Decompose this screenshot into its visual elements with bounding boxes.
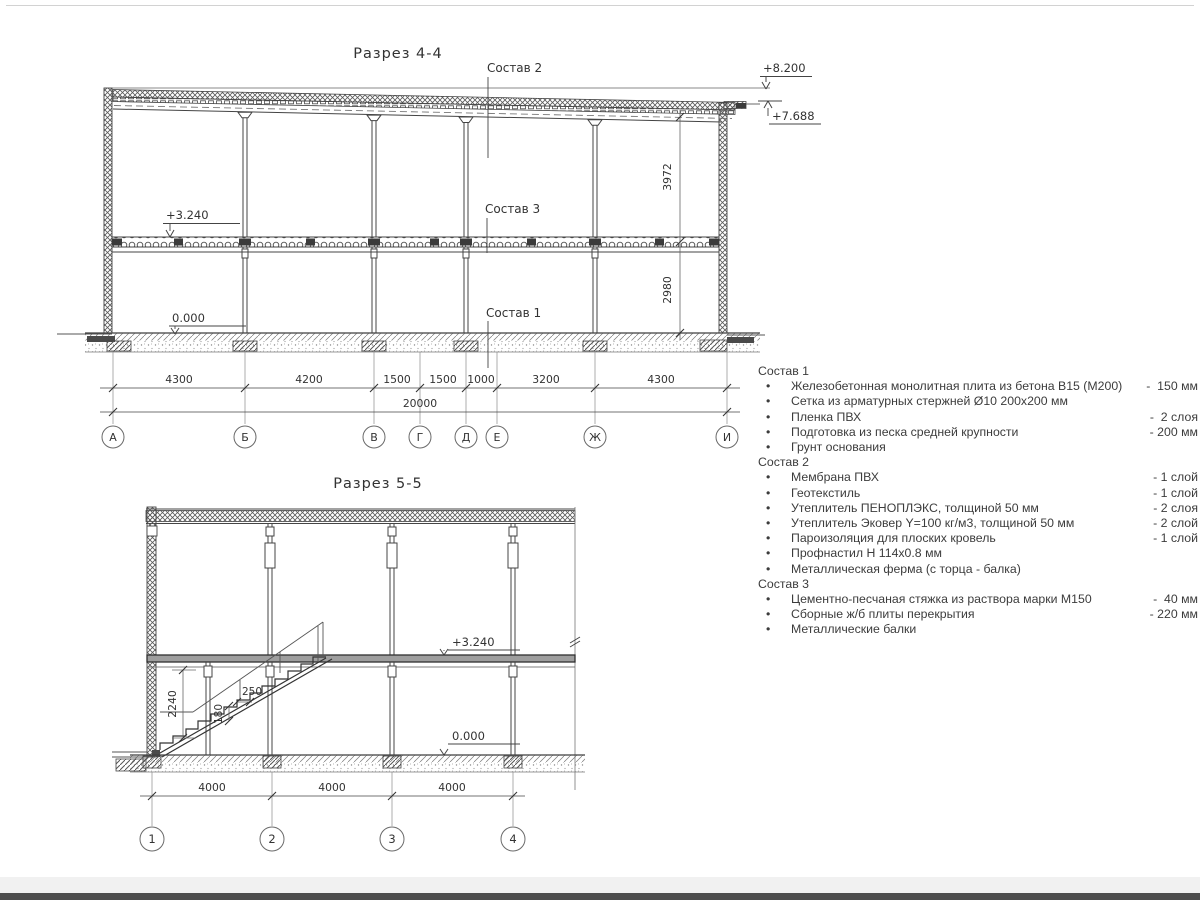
elev-floor-value-44: +3.240 <box>166 208 209 222</box>
axis-44-B: Б <box>241 431 249 444</box>
axis-44-I: И <box>722 431 732 444</box>
dim-tread: 250 <box>241 686 263 698</box>
dim-riser: 180 <box>213 703 225 725</box>
dim-44-2: 4200 <box>295 373 323 386</box>
left-wall-55 <box>147 507 156 757</box>
legend-item: • Металлическая ферма (с торца - балка) <box>758 562 1198 577</box>
right-porch-step <box>727 337 754 343</box>
axis-55-1: 1 <box>148 832 156 846</box>
legend-item: • Цементно-песчаная стяжка из раствора марки М150 - 40 мм <box>758 592 1198 607</box>
legend-group-title: Состав 2 <box>758 455 809 470</box>
legend-item: • Сетка из арматурных стержней Ø10 200х200 мм <box>758 394 1198 409</box>
legend-item: • Утеплитель Эковер Y=100 кг/м3, толщиной 50 мм - 2 слой <box>758 516 1198 531</box>
axis-44-E: Е <box>493 431 501 444</box>
dim-55-1: 4000 <box>198 781 226 794</box>
legend-item: • Сборные ж/б плиты перекрытия - 220 мм <box>758 607 1198 622</box>
dim-55-2: 4000 <box>318 781 346 794</box>
roof-assembly <box>112 88 770 122</box>
ground-slab-55 <box>112 752 585 772</box>
dim-44-6: 3200 <box>532 373 560 386</box>
window-bottom-bar <box>0 893 1200 900</box>
axis-bubbles-44 <box>102 426 738 448</box>
elev-floor-value-55: +3.240 <box>452 635 495 649</box>
dim-44-total: 20000 <box>402 397 438 410</box>
sostav-3-label: Состав 3 <box>485 202 541 216</box>
section-4-4-title: Разрез 4-4 <box>353 46 443 62</box>
elev-top-value: +8.200 <box>763 61 806 75</box>
section-4-4 <box>57 46 821 448</box>
section-5-5-title: Разрез 5-5 <box>333 476 423 492</box>
horizontal-dims-55 <box>140 772 525 826</box>
materials-legend <box>758 364 1198 638</box>
window-bottom-strip <box>0 877 1200 893</box>
legend-item: • Пароизоляция для плоских кровель - 1 слой <box>758 531 1198 546</box>
dim-44-3: 1500 <box>383 373 411 386</box>
legend-item: • Мембрана ПВХ - 1 слой <box>758 470 1198 485</box>
right-wall <box>719 103 727 333</box>
axis-44-G: Г <box>416 431 424 444</box>
elev-eaves-value: +7.688 <box>772 109 815 123</box>
axis-55-2: 2 <box>268 832 276 846</box>
legend-group-title: Состав 1 <box>758 364 809 378</box>
roof-55 <box>146 509 575 524</box>
dim-44-1: 4300 <box>165 373 193 386</box>
sostav-1-label: Состав 1 <box>486 306 542 320</box>
legend-item: • Подготовка из песка средней крупности - 200 мм <box>758 425 1198 440</box>
legend-item: • Утеплитель ПЕНОПЛЭКС, толщиной 50 мм - 2 слоя <box>758 501 1198 516</box>
axis-44-V: В <box>370 431 378 444</box>
elevation-marks-55 <box>440 635 520 755</box>
floor-slab-44 <box>112 237 719 252</box>
axis-44-Zh: Ж <box>589 431 601 444</box>
legend-group-title: Состав 3 <box>758 576 809 591</box>
ground-slab-44 <box>57 333 765 352</box>
section-5-5 <box>112 476 585 851</box>
columns-44 <box>238 112 602 333</box>
axis-44-A: А <box>109 431 117 444</box>
vertical-dims-44 <box>661 110 684 340</box>
dim-44-4: 1500 <box>429 373 457 386</box>
left-porch-pad-55 <box>116 759 146 771</box>
stair-dims <box>166 666 262 742</box>
cut-line-55 <box>570 507 580 790</box>
axis-55-3: 3 <box>388 832 396 846</box>
legend-item: • Геотекстиль - 1 слой <box>758 486 1198 501</box>
dim-44-5: 1000 <box>467 373 495 386</box>
elev-zero-value-44: 0.000 <box>172 311 205 325</box>
sostav-2-label: Состав 2 <box>487 61 543 75</box>
dim-stair-height: 2240 <box>166 690 179 718</box>
axis-44-D: Д <box>461 431 471 444</box>
left-wall <box>104 88 112 333</box>
horizontal-dims-44 <box>100 352 740 424</box>
dim-55-3: 4000 <box>438 781 466 794</box>
legend-item: • Профнастил Н 114х0.8 мм <box>758 546 1198 561</box>
legend-item: • Пленка ПВХ - 2 слоя <box>758 410 1198 425</box>
legend-item: • Металлические балки <box>758 622 1198 637</box>
wall-connector-55 <box>147 526 157 536</box>
axis-bubbles-55 <box>140 827 525 851</box>
dim-44-7: 4300 <box>647 373 675 386</box>
elev-zero-value-55: 0.000 <box>452 729 485 743</box>
dim-lower-floor-height: 2980 <box>661 276 674 304</box>
axis-55-4: 4 <box>509 832 517 846</box>
legend-item: • Грунт основания <box>758 440 1198 455</box>
legend-item: • Железобетонная монолитная плита из бетона В15 (М200) - 150 мм <box>758 379 1198 394</box>
dim-upper-floor-height: 3972 <box>661 163 674 191</box>
